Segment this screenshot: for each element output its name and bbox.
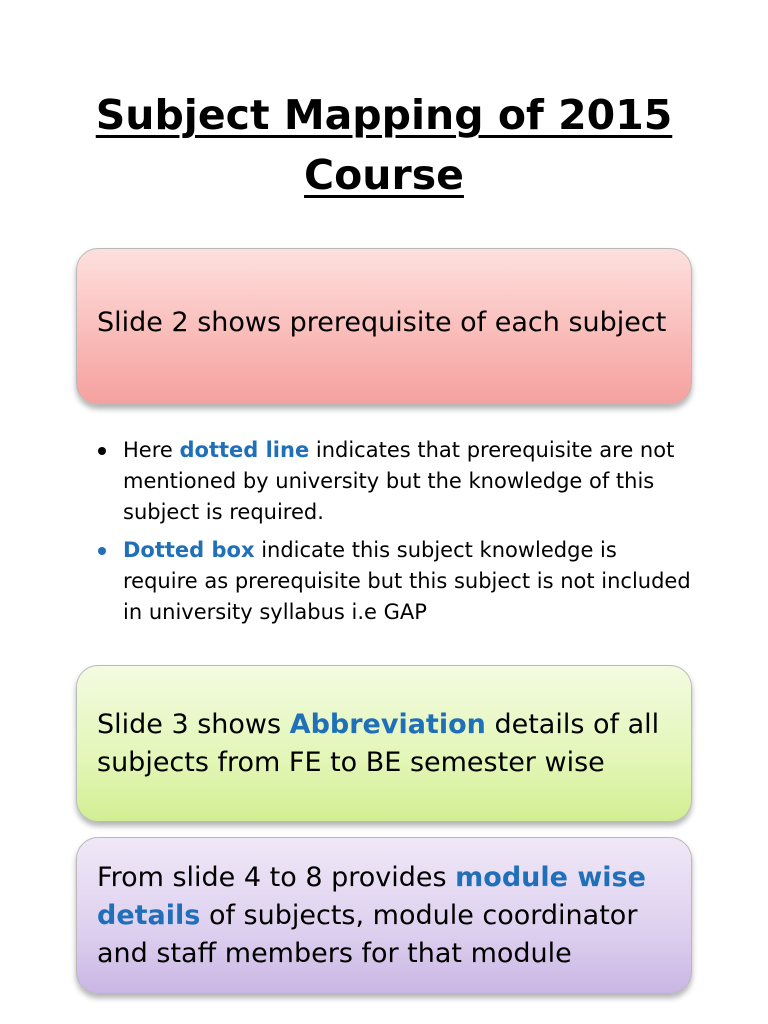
module-details-box-text bbox=[97, 859, 671, 973]
list-item-dotted-line bbox=[96, 435, 696, 528]
prerequisite-box bbox=[76, 248, 692, 405]
list-item-dotted-box bbox=[96, 535, 696, 628]
bullet-text-after: indicate this subject knowledge is require as prerequisite but this subject is not included in university syllabus i.e GAP bbox=[123, 538, 691, 624]
box-text-after: details of all subjects from FE to BE semester wise bbox=[97, 708, 660, 778]
bullet-icon bbox=[98, 547, 106, 555]
notes-list bbox=[96, 435, 696, 635]
bullet-highlight: dotted line bbox=[179, 438, 310, 462]
bullet-text-before: Here bbox=[123, 438, 180, 462]
title-line-1: Subject Mapping of 2015 bbox=[95, 91, 673, 140]
title-line-2: Course bbox=[304, 151, 464, 200]
abbreviation-box-text bbox=[97, 706, 671, 782]
box-highlight: Abbreviation bbox=[289, 708, 486, 740]
bullet-icon bbox=[98, 447, 106, 455]
bullet-text-after: indicates that prerequisite are not mentioned by university but the knowledge of this subject is required. bbox=[123, 438, 675, 524]
page-title bbox=[40, 85, 728, 205]
box-highlight: module wise details bbox=[97, 861, 646, 931]
box-text-after: of subjects, module coordinator and staff members for that module bbox=[97, 899, 638, 969]
box-text-before: From slide 4 to 8 provides bbox=[97, 861, 456, 893]
prerequisite-box-text: Slide 2 shows prerequisite of each subject bbox=[97, 306, 667, 338]
module-details-box bbox=[76, 837, 692, 994]
bullet-highlight: Dotted box bbox=[123, 538, 255, 562]
box-text-before: Slide 3 shows bbox=[97, 708, 290, 740]
abbreviation-box bbox=[76, 665, 692, 822]
